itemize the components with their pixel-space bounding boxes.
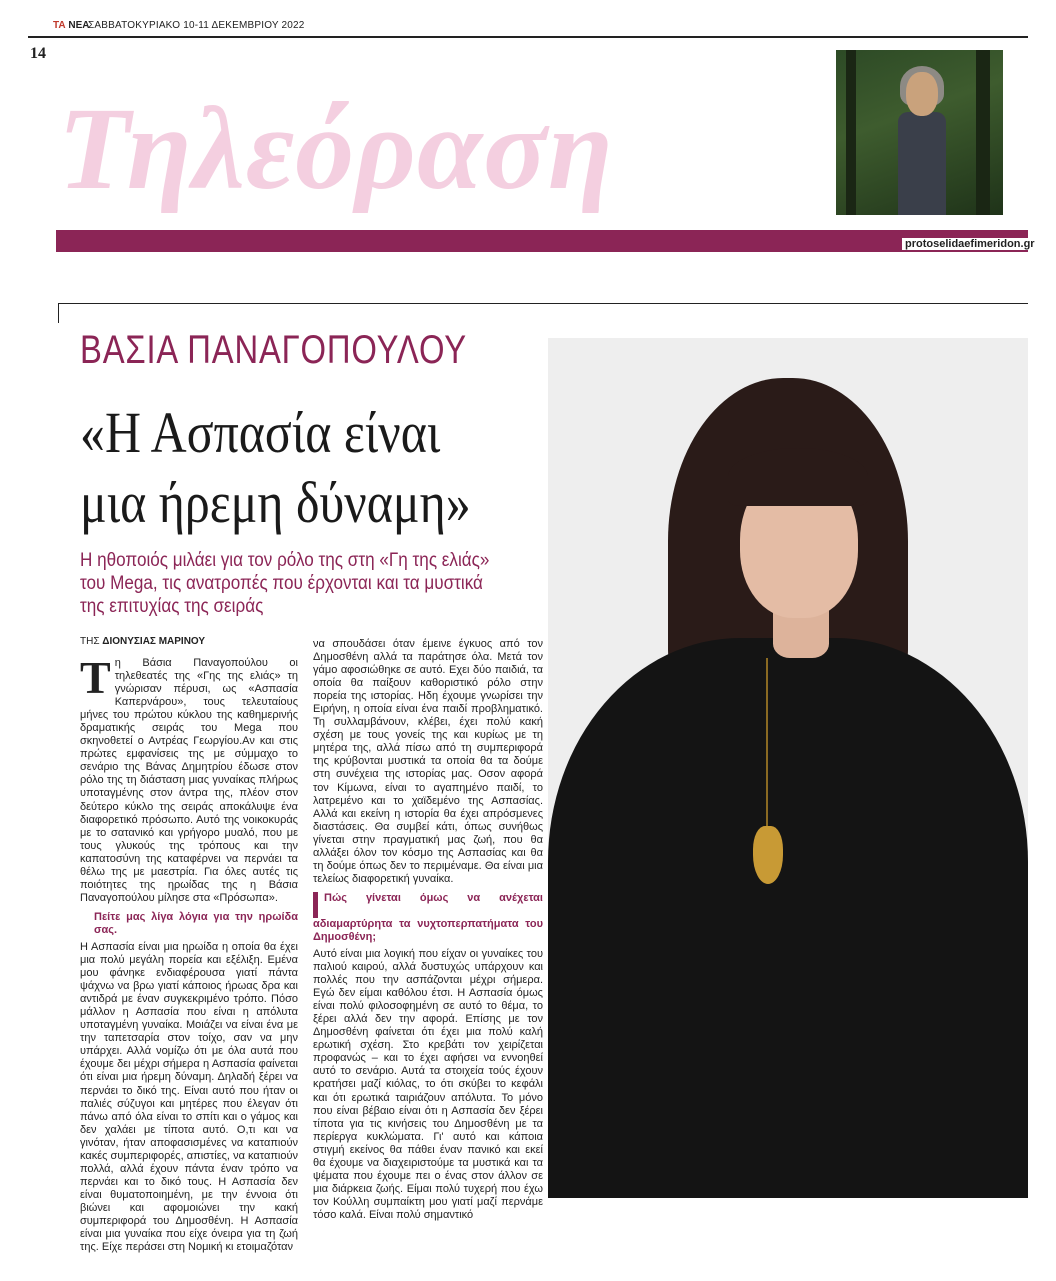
section-title: Τηλεόραση: [58, 83, 614, 214]
question-2: [313, 892, 543, 944]
byline: [80, 636, 205, 647]
figure-body: [898, 112, 946, 215]
intro-paragraph: [80, 652, 298, 905]
drop-cap: Τ: [80, 652, 111, 703]
interviewee-name: ΒΑΣΙΑ ΠΑΝΑΓΟΠΟΥΛΟΥ: [80, 328, 467, 372]
tree-trunk: [846, 50, 856, 215]
answer-1-part-2: να σπουδάσει όταν έμεινε έγκυος από τον Δημοσθένη αλλά τα παράτησε όλα. Μετά τον γάμο αφοσιώθηκε σε αυτό. Εχει δύο παιδιά, τα οποία θα παίξουν καθοριστικό ρόλο στην πορεία της ιστορίας. Ηδη έχουμε γνωρίσει την Ειρήνη, η οποία είναι ένα παιδί προβληματικό. Τη συλλαμβάνουν, κλέβει, έχει πολύ κακή σχέση με τους γονείς της και κυρίως με τη μητέρα της, αλλά πίσω από τη συμπεριφορά της κρύβονται μυστικά τα οποία θα τα δούμε στη συνέχεια της ιστορίας μας. Οσον αφορά τον Κίμωνα, είναι το αγαπημένο παιδί, το λατρεμένο και το χαϊδεμένο της Ασπασίας. Αλλά και εκείνη η ιστορία θα έχει απρόσμενες διαστάσεις. Θα συμβεί κάτι, όπως συνήθως γίνεται στην πραγματική μας ζωή, που θα αλλάξει όλον τον κόσμο της Ασπασίας και θα τη δούμε όπως δεν το περιμέναμε. Θα είναι μια τελείως διαφορετική γυναίκα.: [313, 638, 543, 885]
necklace-pendant: [753, 826, 783, 884]
necklace-chain: [766, 658, 768, 828]
article-column-1: [80, 652, 298, 1254]
headline-line-2: μια ήρεμη δύναμη»: [80, 469, 471, 535]
portrait-fringe: [728, 448, 868, 506]
newspaper-logo: ΤΑ ΝΕΑ: [53, 20, 90, 31]
article-left-rule: [58, 303, 59, 323]
byline-name: ΔΙΟΝΥΣΙΑΣ ΜΑΡΙΝΟΥ: [102, 636, 206, 647]
portrait-photo: [548, 338, 1028, 1198]
answer-2: Αυτό είναι μια λογική που είχαν οι γυναίκες του παλιού καιρού, αλλά δυστυχώς υπάρχουν και πολλές που την ασπάζονται μέχρι σήμερα. Εγώ δεν είμαι καθόλου έτσι. Η Ασπασία όμως είναι πολύ φιλοσοφημένη σε αυτό το θέμα, το ξέρει αλλά δεν την αφορά. Επίσης με τον Δημοσθένη φαίνεται ότι έχει μια πολύ καλή ερωτική σχέση. Στο κρεβάτι τον χειρίζεται προφανώς – και το έχει αφήσει να εννοηθεί αυτό το σενάριο. Αυτά τα στοιχεία τούς έχουν κρατήσει μαζί κιόλας, το ότι σκύβει το κεφάλι και ότι ερωτικά ταιριάζουν απόλυτα. Το μόνο που είναι βέβαιο είναι ότι η Ασπασία δεν ξέρει τίποτα για τις κινήσεις του Δημοσθένη με τα περίεργα κυκλώματα. Γι' αυτό και κάποια στιγμή εκείνος θα πάθει έναν πανικό και εκεί θα έχουμε να διαχειριστούμε τα μυστικά και τα ψέματα που έχουμε πει ο ένας στον άλλον σε μια διάρκεια ζωής. Είμαι πολύ τυχερή που έχω τον Κούλλη συμπαίκτη μου γιατί μαζί περνάμε τόσο καλά. Είναι πολύ σημαντικό: [313, 947, 543, 1221]
article-column-2: [313, 638, 543, 1222]
subheadline: Η ηθοποιός μιλάει για τον ρόλο της στη «Γη της ελιάς» του Mega, τις ανατροπές που έρχονται και τα μυστικά της επιτυχίας της σειράς: [80, 550, 490, 617]
issue-date: ΣΑΒΒΑΤΟΚΥΡΙΑΚΟ 10-11 ΔΕΚΕΜΒΡΙΟΥ 2022: [88, 20, 305, 31]
question-marker: [313, 892, 318, 918]
page-number: 14: [30, 45, 46, 62]
answer-1-part-1: Η Ασπασία είναι μια ηρωίδα η οποία θα έχει μια πολύ μεγάλη πορεία και εξέλιξη. Εμένα μου φάνηκε ενδιαφέρουσα γιατί πάντα ψάχνω να βρω γιατί κάποιος ήρωας δρα και αντιδρά με έναν συγκεκριμένο τρόπο. Πόσο μάλλον η Ασπασία που είναι η απόλυτα υποταγμένη γυναίκα. Μοιάζει να είναι ένα με την ταπετσαρία στον τοίχο, σαν να μην υπάρχει. Αλλά νομίζω ότι με όλα αυτά που έχουμε δει μέχρι σήμερα η Ασπασία φαίνεται ότι είναι μια ήρεμη δύναμη. Δηλαδή ξέρει να περνάει το δικό της. Είναι αυτό που ήταν οι παλιές σύζυγοι και μητέρες που έλεγαν ότι πάνω από όλα είναι το σπίτι και ο γάμος και δεν χαλάει με τίποτα αυτό. Ο,τι και να γινόταν, ήταν αποφασισμένες να καταπιούν κακές συμπεριφορές, απιστίες, να καταπιούν πολλά, αλλά έχουν πάντα έναν τρόπο να περνάει και το δικό τους. Η Ασπασία δεν είναι θυματοποιημένη, με την έννοια ότι βιώνει και αφομοιώνει την κακή συμπεριφορά του Δημοσθένη. Η Ασπασία είναι μια γυναίκα που είχε όνειρα για τη ζωή της. Είχε περάσει στη Νομική κι ετοιμαζόταν: [80, 940, 298, 1254]
figure-face: [906, 72, 938, 116]
watermark: protoselidaefimeridon.gr: [902, 238, 1038, 250]
byline-prefix: ΤΗΣ: [80, 636, 100, 647]
tree-trunk: [976, 50, 990, 215]
portrait-clothing: [548, 638, 1028, 1198]
intro-text: η Βάσια Παναγοπούλου οι τηλεθεατές της «Γης της ελιάς» τη γνώρισαν πέρυσι, ως «Ασπασία Καπερνάρου», τους τελευταίους μήνες του πρώτου κύκλου της καθημερινής δραματικής σειράς του Mega που σκηνοθετεί ο Αντρέας Γεωργίου.Αν και στις πρώτες εμφανίσεις της με σύμμαχο το σενάριο της Βάνας Δημητρίου έδωσε στον ρόλο της τη διάσταση μιας γυναίκας πλήρως υποταγμένης στον άντρα της, πλέον στον δεύτερο κύκλο της σειράς αποκάλυψε ένα διαφορετικό πρόσωπο. Αυτό της νοικοκυράς με το σατανικό και γρήγορο μυαλό, που με τους γλυκούς της τρόπους και την καπατοσύνη της καταφέρνει να περνάει τα θέλω της με μαεστρία. Για όλες αυτές τις ποιότητες της ηρωίδας της η Βάσια Παναγοπούλου μίλησε στα «Πρόσωπα».: [80, 657, 298, 904]
question-1: Πείτε μας λίγα λόγια για την ηρωίδα σας.: [94, 910, 298, 936]
article-top-rule: [58, 303, 1028, 304]
question-2-text: Πώς γίνεται όμως να ανέχεται αδιαμαρτύρητα τα νυχτοπερπατήματα του Δημοσθένη;: [313, 891, 543, 943]
masthead: [28, 18, 1028, 38]
headline: [80, 398, 471, 537]
teaser-photo: [836, 50, 1003, 215]
headline-line-1: «Η Ασπασία είναι: [80, 400, 441, 465]
section-bar: [56, 230, 1028, 252]
